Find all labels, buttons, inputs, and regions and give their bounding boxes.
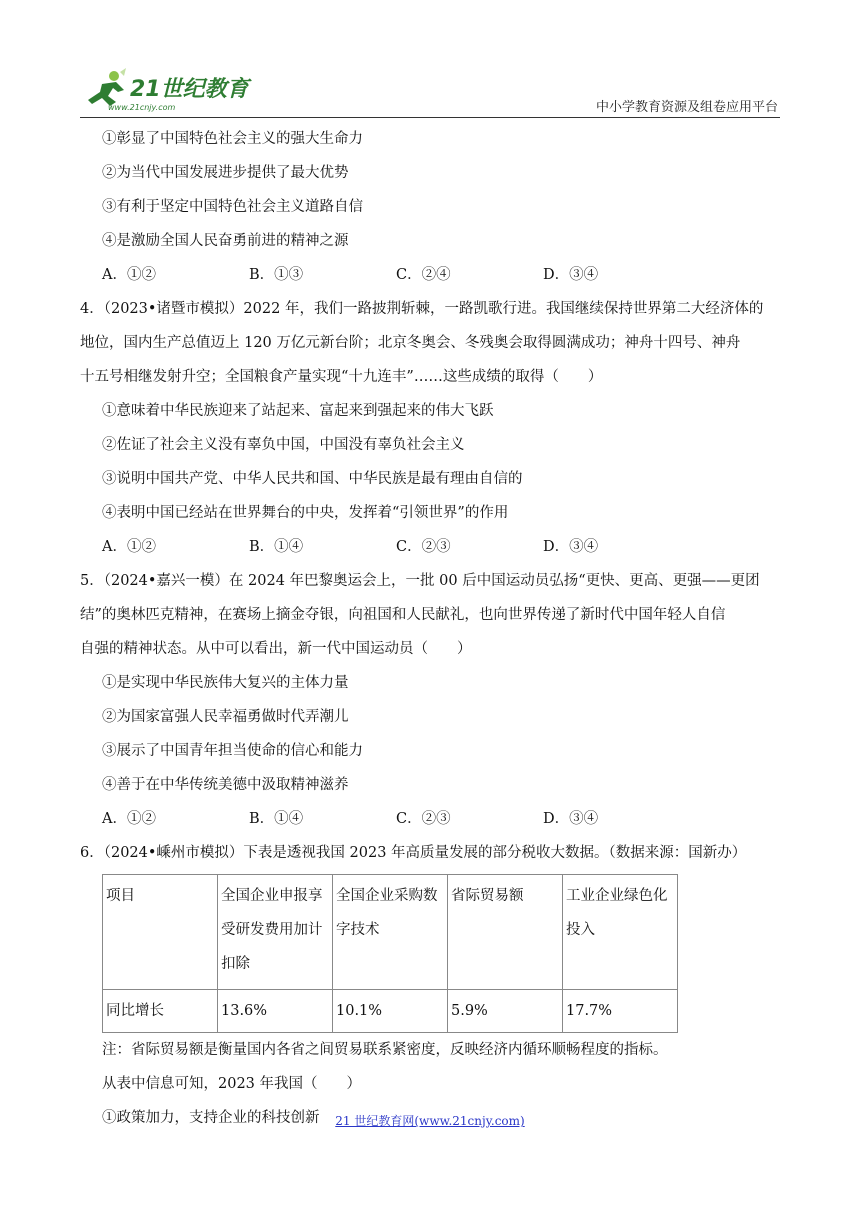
tax-data-table	[102, 874, 678, 1033]
page-header	[80, 66, 780, 118]
table-cell: 13.6%	[218, 990, 333, 1033]
header-text: 工业企业绿色化	[566, 888, 668, 904]
table-header-cell	[103, 875, 218, 990]
header-text: 项目	[106, 888, 135, 904]
q4-item-1: ①意味着中华民族迎来了站起来、富起来到强起来的伟大飞跃	[102, 403, 494, 419]
q3-item-1: ①彰显了中国特色社会主义的强大生命力	[102, 131, 363, 147]
q4-option-a: A．①②	[102, 539, 156, 555]
q4-option-d: D．③④	[543, 539, 599, 555]
q4-item-4: ④表明中国已经站在世界舞台的中央，发挥着“引领世界”的作用	[102, 505, 509, 521]
table-cell: 5.9%	[448, 990, 563, 1033]
q5-option-d: D．③④	[543, 811, 599, 827]
q5-options	[102, 802, 778, 836]
q3-option-c: C．②④	[396, 267, 451, 283]
q4-stem-2: 地位，国内生产总值迈上 120 万亿元新台阶；北京冬奥会、冬残奥会取得圆满成功；神舟十四号、神舟	[80, 335, 741, 351]
q5-option-b: B．①④	[249, 811, 304, 827]
platform-name: 中小学教育资源及组卷应用平台	[595, 100, 778, 115]
header-divider	[80, 117, 780, 118]
q5-item-2: ②为国家富强人民幸福勇做时代弄潮儿	[102, 709, 349, 725]
q4-option-b: B．①④	[249, 539, 304, 555]
q3-option-a: A．①②	[102, 267, 156, 283]
q3-item-3: ③有利于坚定中国特色社会主义道路自信	[102, 199, 363, 215]
q6-stem: 6．（2024•嵊州市模拟）下表是透视我国 2023 年高质量发展的部分税收大数据。（数据来源：国新办）	[80, 845, 747, 861]
q4-option-c: C．②③	[396, 539, 451, 555]
header-text: 全国企业申报享	[221, 888, 323, 904]
table-header-row	[103, 875, 678, 990]
q5-option-c: C．②③	[396, 811, 451, 827]
q3-option-b: B．①③	[249, 267, 304, 283]
q4-stem-1: 4．（2023•诸暨市模拟）2022 年，我们一路披荆斩棘，一路凯歌行进。我国继续保持世界第二大经济体的	[80, 301, 764, 317]
q4-stem-3: 十五号相继发射升空；全国粮食产量实现“十九连丰”……这些成绩的取得（ ）	[80, 369, 603, 385]
table-row	[103, 990, 678, 1033]
q3-options	[102, 258, 778, 292]
table-header-cell	[448, 875, 563, 990]
page-footer	[0, 1112, 860, 1129]
q6-question: 从表中信息可知，2023 年我国（ ）	[102, 1076, 362, 1092]
q4-options	[102, 530, 778, 564]
q5-option-a: A．①②	[102, 811, 156, 827]
header-text: 投入	[566, 922, 595, 938]
logo-url: www.21cnjy.com	[108, 103, 176, 112]
header-text: 全国企业采购数	[336, 888, 438, 904]
logo-text: 21世纪教育	[130, 77, 249, 102]
table-cell: 10.1%	[333, 990, 448, 1033]
q5-stem-2: 结”的奥林匹克精神，在赛场上摘金夺银，向祖国和人民献礼，也向世界传递了新时代中国年轻人自信	[80, 607, 726, 623]
q5-stem-1: 5．（2024•嘉兴一模）在 2024 年巴黎奥运会上，一批 00 后中国运动员弘扬“更快、更高、更强——更团	[80, 573, 760, 589]
q6-note: 注：省际贸易额是衡量国内各省之间贸易联系紧密度，反映经济内循环顺畅程度的指标。	[102, 1042, 668, 1058]
q4-item-3: ③说明中国共产党、中华人民共和国、中华民族是最有理由自信的	[102, 471, 523, 487]
site-logo	[80, 66, 260, 114]
header-text: 受研发费用加计	[221, 922, 323, 938]
runner-icon	[88, 68, 126, 106]
q6-item-1: ①政策加力，支持企业的科技创新	[102, 1110, 320, 1126]
table-header-cell	[333, 875, 448, 990]
header-text: 省际贸易额	[451, 888, 524, 904]
q5-item-4: ④善于在中华传统美德中汲取精神滋养	[102, 777, 349, 793]
table-header-cell	[563, 875, 678, 990]
q4-item-2: ②佐证了社会主义没有辜负中国，中国没有辜负社会主义	[102, 437, 465, 453]
table-header-cell	[218, 875, 333, 990]
q5-item-1: ①是实现中华民族伟大复兴的主体力量	[102, 675, 349, 691]
q5-item-3: ③展示了中国青年担当使命的信心和能力	[102, 743, 363, 759]
q3-item-2: ②为当代中国发展进步提供了最大优势	[102, 165, 349, 181]
header-text: 扣除	[221, 956, 250, 972]
header-text: 字技术	[336, 922, 380, 938]
document-body	[80, 122, 778, 1135]
footer-link[interactable]: 21 世纪教育网(www.21cnjy.com)	[335, 1114, 525, 1128]
q3-item-4: ④是激励全国人民奋勇前进的精神之源	[102, 233, 349, 249]
q3-option-d: D．③④	[543, 267, 599, 283]
table-cell: 17.7%	[563, 990, 678, 1033]
q5-stem-3: 自强的精神状态。从中可以看出，新一代中国运动员（ ）	[80, 641, 472, 657]
table-row-label: 同比增长	[103, 990, 218, 1033]
